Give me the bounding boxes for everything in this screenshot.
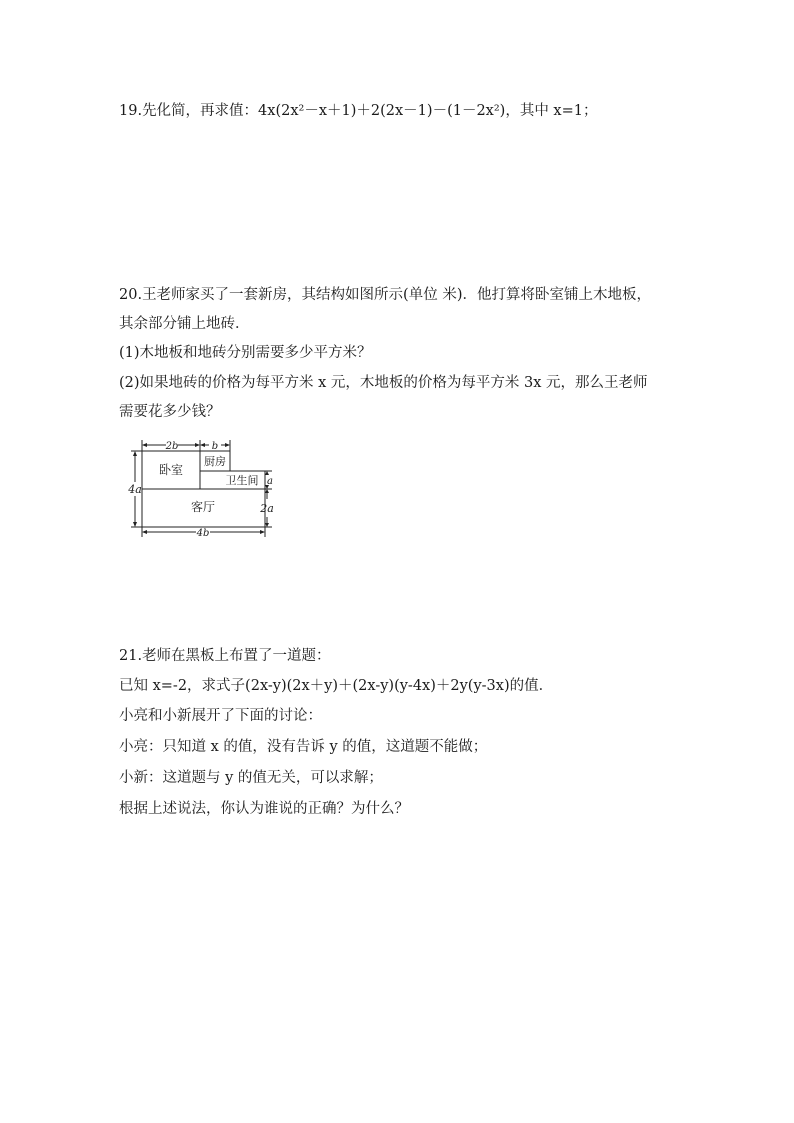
question-21-line-5: 小新：这道题与 y 的值无关，可以求解； (119, 770, 383, 786)
dim-label-2a: 2a (260, 502, 274, 515)
question-number: 21. (119, 648, 143, 664)
room-label-bathroom: 卫生间 (225, 474, 259, 487)
room-label-bedroom: 卧室 (158, 463, 184, 477)
question-21-line-2: 已知 x=-2，求式子(2x-y)(2x＋y)＋(2x-y)(y-4x)＋2y(y-3x)的值． (119, 678, 554, 694)
room-label-living-room: 客厅 (190, 500, 216, 514)
dim-label-4b: 4b (196, 528, 210, 539)
dim-label-a: a (267, 476, 273, 487)
question-text: 先化简，再求值：4x(2x²－x＋1)＋2(2x－1)－(1－2x²)，其中 x=1； (142, 103, 598, 119)
question-21-line-1 (119, 646, 331, 666)
dim-label-b: b (211, 441, 219, 452)
dim-label-4a: 4a (128, 483, 142, 496)
dim-label-2b: 2b (165, 441, 179, 452)
question-21-line-6: 根据上述说法，你认为谁说的正确？为什么？ (119, 801, 409, 817)
question-20-part-1: (1)木地板和地砖分别需要多少平方米？ (119, 345, 372, 361)
room-label-kitchen: 厨房 (204, 455, 226, 468)
question-21-line-3: 小亮和小新展开了下面的讨论： (119, 708, 322, 724)
floor-plan-figure (118, 436, 278, 540)
question-number: 20. (119, 287, 143, 303)
question-20-line-1 (119, 285, 651, 305)
question-20-line-2: 其余部分铺上地砖． (119, 316, 250, 332)
question-text: 王老师家买了一套新房，其结构如图所示(单位 米)．他打算将卧室铺上木地板， (142, 287, 651, 303)
question-number: 19. (119, 103, 143, 119)
question-20-part-2-line-1: (2)如果地砖的价格为每平方米 x 元，木地板的价格为每平方米 3x 元，那么王老师 (119, 375, 648, 391)
question-19 (119, 101, 597, 121)
question-20-part-2-line-2: 需要花多少钱？ (119, 404, 221, 420)
question-21-line-4: 小亮：只知道 x 的值，没有告诉 y 的值，这道题不能做； (119, 739, 488, 755)
question-text: 老师在黑板上布置了一道题： (142, 648, 331, 664)
